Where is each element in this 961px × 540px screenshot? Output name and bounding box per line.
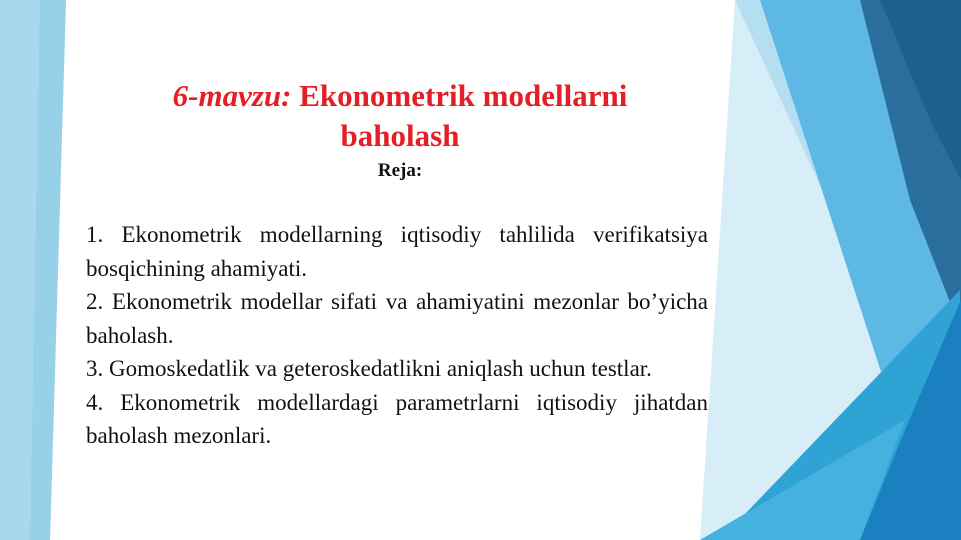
plan-item: 3. Gomoskedatlik va geteroskedatlikni aniqlash uchun testlar. — [86, 356, 652, 381]
title-line-2: baholash — [340, 118, 460, 153]
plan-heading: Reja: — [377, 160, 423, 181]
title-topic-prefix: 6-mavzu: — [172, 78, 292, 113]
slide-title — [110, 76, 690, 156]
title-line-1 — [110, 76, 690, 116]
title-topic-text: Ekonometrik modellarni — [291, 78, 628, 113]
plan-item: 1. Ekonometrik modellarning iqtisodiy tahlilida verifikatsiya bosqichining ahamiyati. — [86, 222, 708, 281]
plan-list — [86, 218, 708, 453]
plan-item: 2. Ekonometrik modellar sifati va ahamiyatini mezonlar bo’yicha baholash. — [86, 289, 708, 348]
plan-item: 4. Ekonometrik modellardagi parametrlarni iqtisodiy jihatdan baholash mezonlari. — [86, 389, 708, 448]
